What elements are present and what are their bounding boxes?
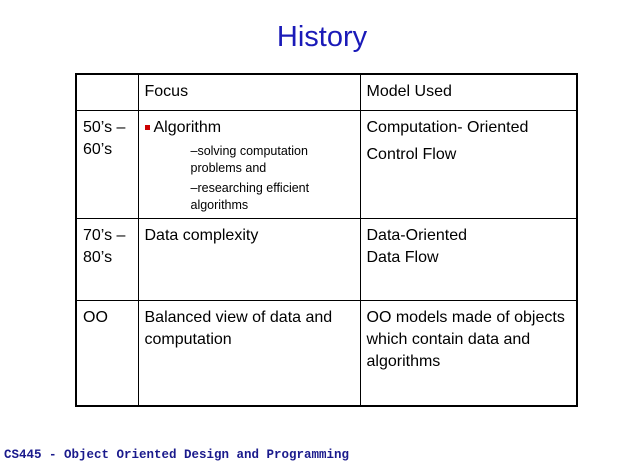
era-cell: OO — [76, 300, 138, 406]
header-cell-empty — [76, 74, 138, 110]
model-cell — [360, 110, 577, 218]
sub-item: –solving computation problems and — [190, 143, 308, 175]
header-cell-focus: Focus — [138, 74, 360, 110]
slide-title: History — [276, 21, 368, 53]
model-cell — [360, 218, 577, 300]
table-row — [76, 300, 577, 406]
focus-cell — [138, 110, 360, 218]
model-line: Computation- Oriented — [366, 118, 529, 136]
model-line: Control Flow — [366, 145, 457, 163]
focus-cell: Data complexity — [138, 218, 360, 300]
table-row — [76, 218, 577, 300]
era-cell: 50’s – 60’s — [76, 110, 138, 218]
bullet-item — [145, 117, 355, 139]
bullet-text: Algorithm — [153, 118, 222, 136]
footer-course-label: CS445 - Object Oriented Design and Programming — [4, 448, 350, 462]
era-cell: 70’s – 80’s — [76, 218, 138, 300]
history-table — [75, 73, 578, 407]
model-cell: OO models made of objects which contain data and algorithms — [360, 300, 577, 406]
header-cell-model-used: Model Used — [360, 74, 577, 110]
table-row — [76, 110, 577, 218]
square-bullet-icon — [145, 125, 150, 130]
model-line: Data Flow — [366, 248, 439, 266]
focus-cell: Balanced view of data and computation — [138, 300, 360, 406]
table-header-row — [76, 74, 577, 110]
sub-item: –researching efficient algorithms — [190, 180, 310, 212]
model-line: Data-Oriented — [366, 226, 467, 244]
